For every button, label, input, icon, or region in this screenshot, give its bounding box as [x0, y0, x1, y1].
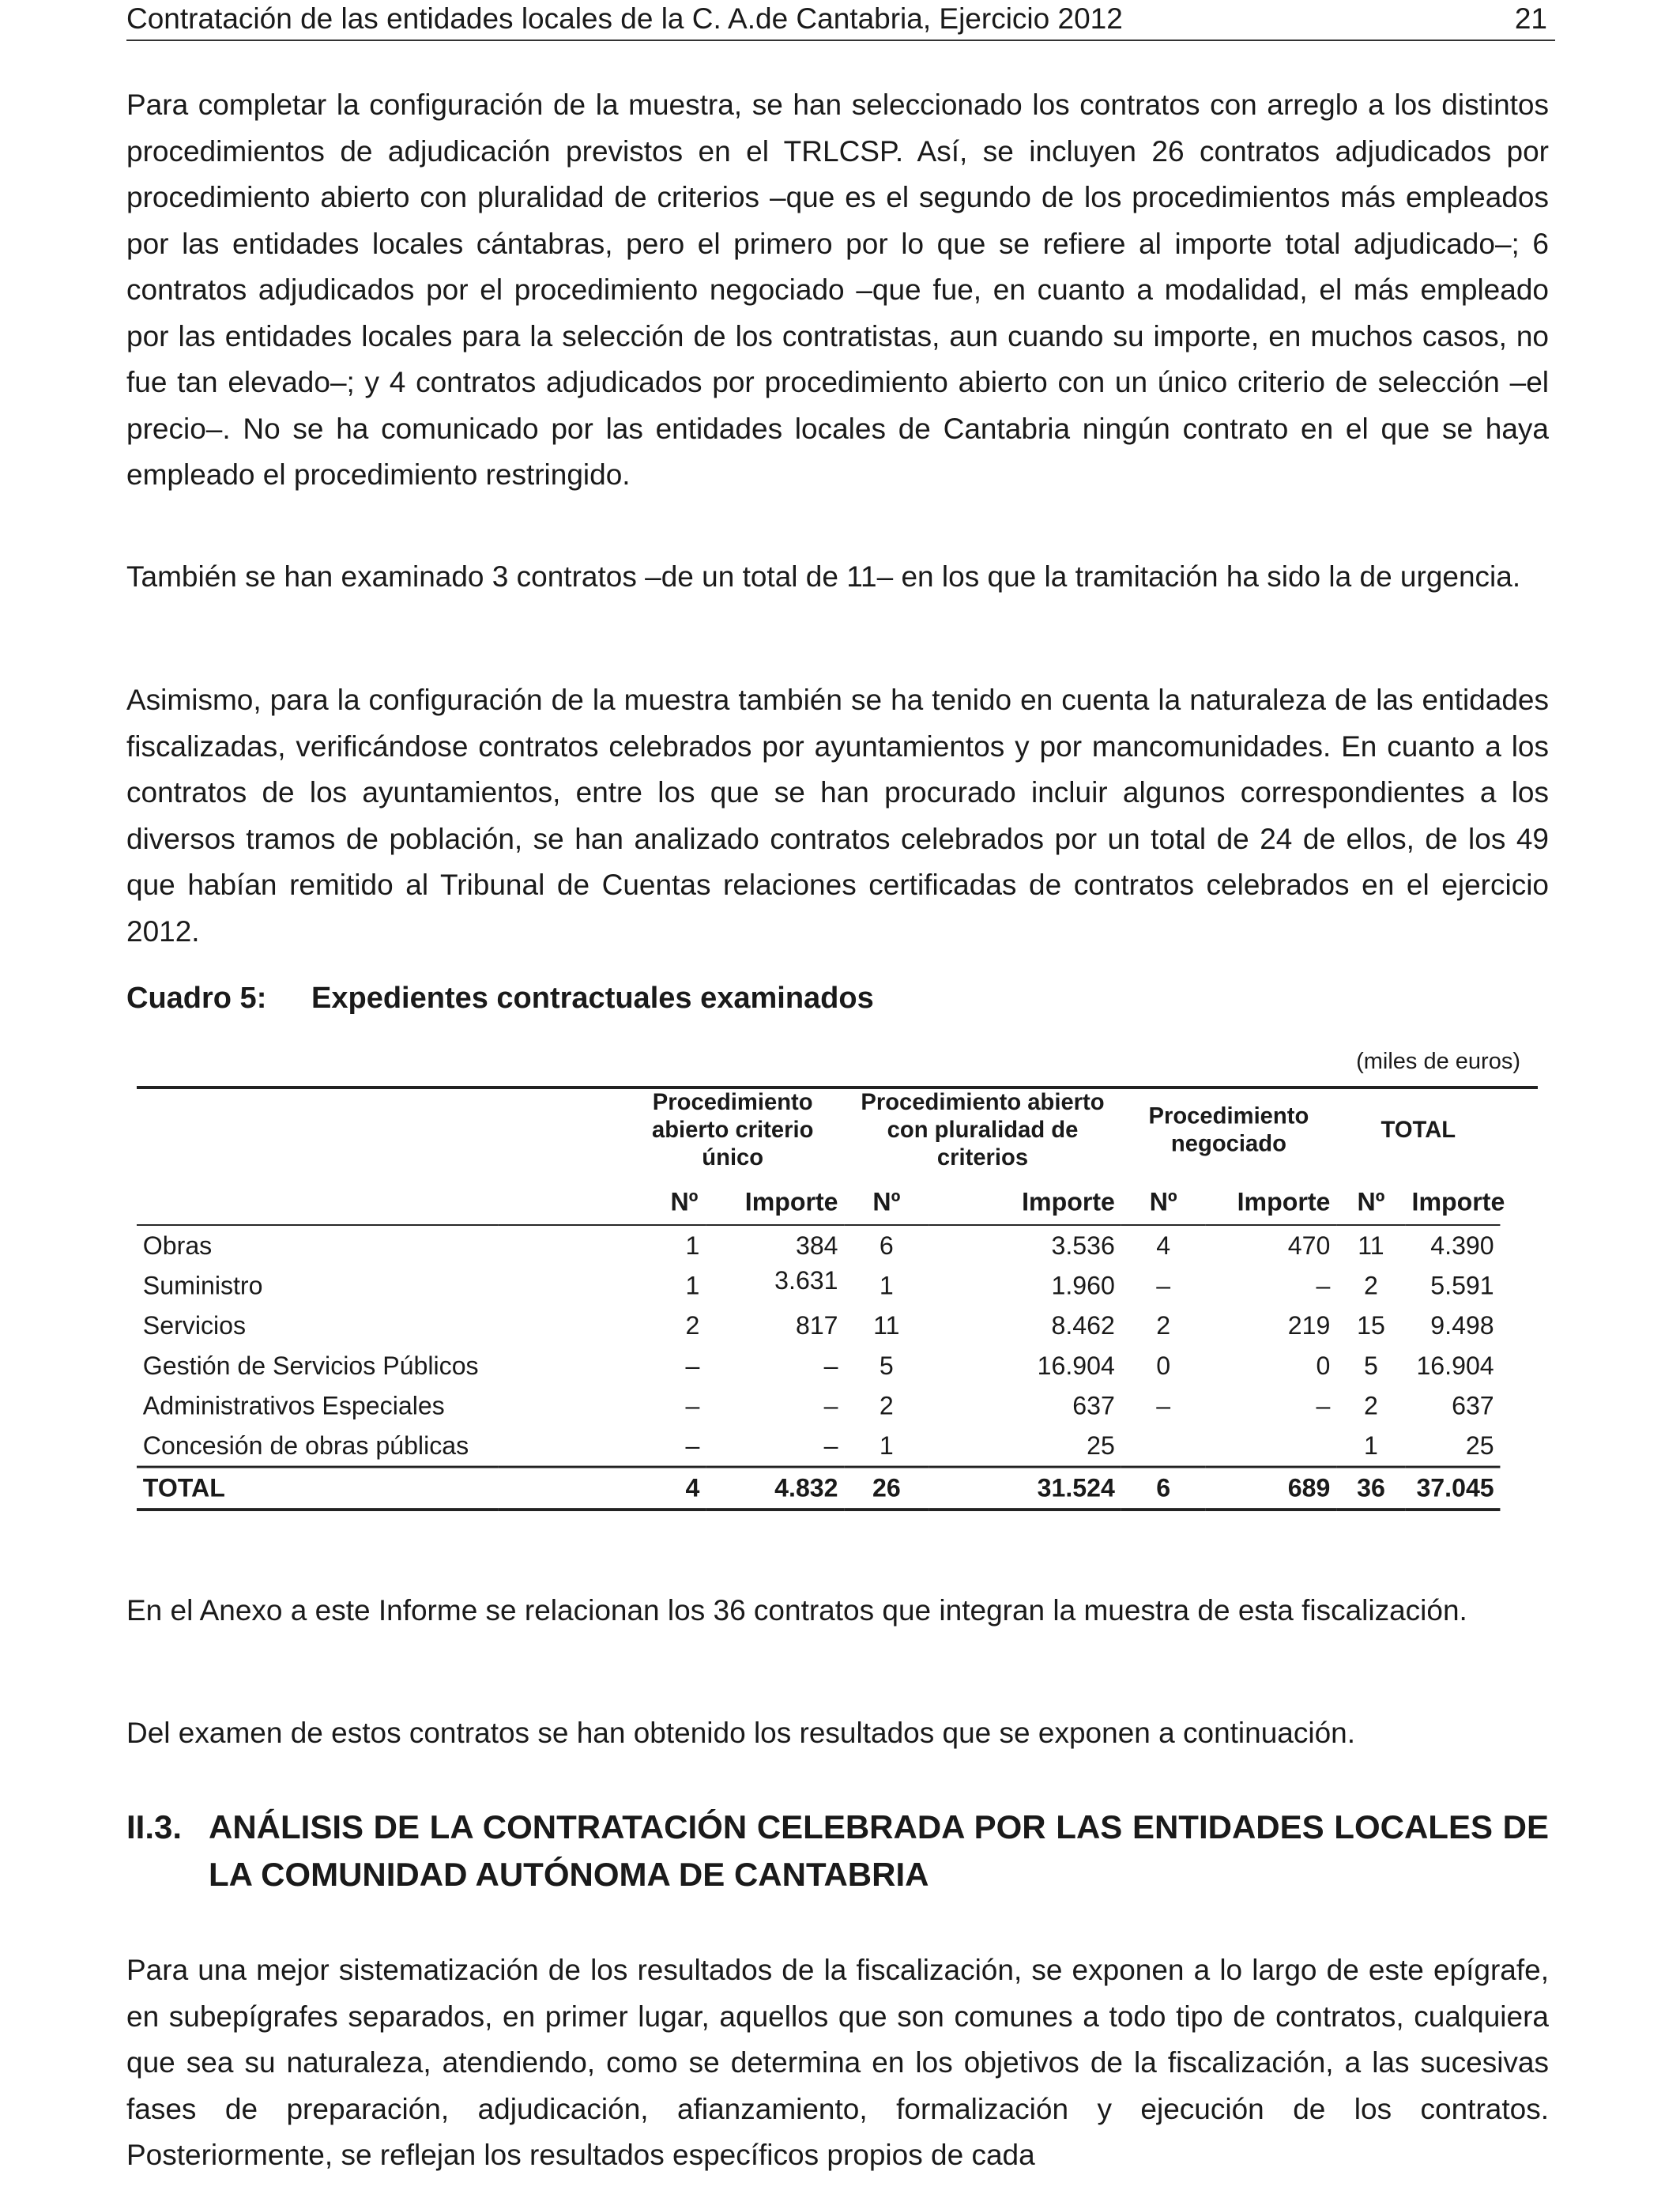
- table-row: [137, 1426, 1500, 1467]
- cell-importe: 8.462: [1051, 1310, 1115, 1340]
- cell-importe: –: [823, 1431, 838, 1460]
- total-n: 6: [1121, 1467, 1206, 1510]
- col-header-importe: Importe: [1406, 1180, 1501, 1225]
- cell-importe: 219: [1287, 1310, 1331, 1340]
- cell-importe: –: [823, 1351, 838, 1380]
- cell-importe: 16.904: [1037, 1351, 1115, 1380]
- row-label: Obras: [142, 1231, 213, 1260]
- col-header-n: Nº: [1121, 1180, 1206, 1225]
- paragraph-annex: En el Anexo a este Informe se relacionan los 36 contratos que integran la muestra de esta fiscalización.: [126, 1594, 1467, 1627]
- cell-importe: [1206, 1426, 1336, 1467]
- paragraph-sample-procedures: Para completar la configuración de la muestra, se han seleccionado los contratos con arreglo a los distintos procedimientos de adjudicación previstos en el TRLCSP. Así, se incluyen 26 contratos adjudicados por procedimiento abierto con pluralidad de criterios –que es el segundo de los procedimientos más empleados por las entidades locales cántabras, pero el primero por lo que se refiere al importe total adjudicado–; 6 contratos adjudicados por el procedimiento negociado –que fue, en cuanto a modalidad, el más empleado por las entidades locales para la selección de los contratistas, aun cuando su importe, en muchos casos, no fue tan elevado–; y 4 contratos adjudicados por procedimiento abierto con un único criterio de selección –el precio–. No se ha comunicado por las entidades locales de Cantabria ningún contrato en el que se haya empleado el procedimiento restringido.: [126, 89, 1549, 491]
- group-header-negociado: Procedimiento negociado: [1148, 1103, 1309, 1157]
- table-row: [137, 1306, 1500, 1346]
- cell-n: 1: [1364, 1431, 1378, 1460]
- table-row: [137, 1266, 1500, 1306]
- table-units: (miles de euros): [1356, 1049, 1520, 1074]
- total-importe: 689: [1206, 1467, 1336, 1510]
- cell-importe: 0: [1316, 1351, 1331, 1380]
- cell-n: 2: [685, 1310, 700, 1340]
- row-label: Suministro: [142, 1271, 263, 1300]
- total-label: TOTAL: [137, 1467, 498, 1510]
- cell-n: 1: [879, 1431, 894, 1460]
- page-header: [126, 0, 1555, 41]
- table-total-row: [137, 1467, 1500, 1510]
- cell-importe: 5.591: [1430, 1271, 1494, 1300]
- cell-importe: 3.536: [1051, 1231, 1115, 1260]
- page-number: 21: [1514, 2, 1547, 35]
- cell-importe: 3.631: [774, 1265, 838, 1295]
- cell-importe: 25: [1465, 1431, 1494, 1460]
- cell-importe: 4.390: [1430, 1231, 1494, 1260]
- table-row: [137, 1346, 1500, 1386]
- cell-n: 5: [879, 1351, 894, 1380]
- paragraph-entities: Asimismo, para la configuración de la muestra también se ha tenido en cuenta la naturaleza de las entidades fiscalizadas, verificándose contratos celebrados por ayuntamientos y por mancomunidades. En cuanto a los contratos de los ayuntamientos, entre los que se han procurado incluir algunos correspondientes a los diversos tramos de población, se han analizado contratos celebrados por un total de 24 de ellos, de los 49 que habían remitido al Tribunal de Cuentas relaciones certificadas de contratos celebrados en el ejercicio 2012.: [126, 684, 1549, 948]
- cell-n: 4: [1156, 1231, 1171, 1260]
- cell-n: 1: [685, 1231, 700, 1260]
- cell-n: 11: [1358, 1231, 1384, 1260]
- cell-n: 15: [1357, 1310, 1385, 1340]
- total-importe: 31.524: [929, 1467, 1121, 1510]
- cell-importe: 817: [795, 1310, 838, 1340]
- cell-n: –: [685, 1351, 700, 1380]
- col-header-n: Nº: [844, 1180, 929, 1225]
- cell-n: 5: [1364, 1351, 1378, 1380]
- table-row: [137, 1225, 1500, 1266]
- table-caption-number: Cuadro 5:: [126, 982, 267, 1015]
- cell-n: 2: [879, 1391, 894, 1420]
- cell-n: –: [685, 1391, 700, 1420]
- cell-n: 11: [873, 1310, 900, 1340]
- cell-importe: –: [823, 1391, 838, 1420]
- header-title: Contratación de las entidades locales de la C. A.de Cantabria, Ejercicio 2012: [126, 2, 1123, 35]
- cell-n: 2: [1364, 1271, 1378, 1300]
- col-header-importe: Importe: [706, 1180, 844, 1225]
- col-header-n: Nº: [498, 1180, 706, 1225]
- col-header-importe: Importe: [929, 1180, 1121, 1225]
- total-n: 26: [844, 1467, 929, 1510]
- contracts-table: [137, 1081, 1505, 1511]
- total-n: 4: [498, 1467, 706, 1510]
- paragraph-urgency: También se han examinado 3 contratos –de un total de 11– en los que la tramitación ha sido la de urgencia.: [126, 560, 1521, 593]
- table-caption-title: Expedientes contractuales examinados: [311, 982, 874, 1015]
- paragraph-results-intro: Del examen de estos contratos se han obtenido los resultados que se exponen a continuación.: [126, 1717, 1356, 1749]
- cell-n: –: [1156, 1271, 1171, 1300]
- total-n: 36: [1336, 1467, 1406, 1510]
- table-row: [137, 1385, 1500, 1426]
- cell-n: –: [685, 1431, 700, 1460]
- row-label: Gestión de Servicios Públicos: [142, 1351, 479, 1380]
- group-header-total: TOTAL: [1381, 1117, 1456, 1143]
- cell-n: 0: [1156, 1351, 1171, 1380]
- row-label: Concesión de obras públicas: [142, 1431, 469, 1460]
- paragraph-systematization: Para una mejor sistematización de los resultados de la fiscalización, se exponen a lo largo de este epígrafe, en subepígrafes separados, en primer lugar, aquellos que son comunes a todo tipo de contratos, cualquiera que sea su naturaleza, atendiendo, como se determina en los objetivos de la fiscalización, a las sucesivas fases de preparación, adjudicación, afianzamiento, formalización y ejecución de los contratos. Posteriormente, se reflejan los resultados específicos propios de cada: [126, 1954, 1549, 2171]
- cell-n: [1121, 1426, 1206, 1467]
- cell-importe: 1.960: [1051, 1271, 1115, 1300]
- row-label: Servicios: [142, 1310, 247, 1340]
- cell-importe: 16.904: [1416, 1351, 1494, 1380]
- row-label: Administrativos Especiales: [142, 1391, 445, 1420]
- cell-importe: 470: [1287, 1231, 1331, 1260]
- cell-n: 1: [879, 1271, 894, 1300]
- cell-n: 1: [685, 1271, 700, 1300]
- cell-n: –: [1156, 1391, 1171, 1420]
- total-importe: 4.832: [706, 1467, 844, 1510]
- cell-importe: 637: [1452, 1391, 1494, 1420]
- cell-n: 2: [1364, 1391, 1378, 1420]
- group-header-abierto-unico: Procedimiento abierto criterio único: [651, 1089, 814, 1171]
- section-number: II.3.: [126, 1808, 183, 1845]
- cell-n: 6: [879, 1231, 894, 1260]
- total-importe: 37.045: [1406, 1467, 1501, 1510]
- group-header-abierto-pluralidad: Procedimiento abierto con pluralidad de criterios: [861, 1089, 1105, 1171]
- cell-importe: 637: [1072, 1391, 1115, 1420]
- cell-n: 2: [1156, 1310, 1171, 1340]
- cell-importe: 384: [795, 1231, 838, 1260]
- cell-importe: 9.498: [1430, 1310, 1494, 1340]
- cell-importe: –: [1316, 1391, 1331, 1420]
- section-title: ANÁLISIS DE LA CONTRATACIÓN CELEBRADA POR LAS ENTIDADES LOCALES DE LA COMUNIDAD AUTÓNOMA DE CANTABRIA: [209, 1808, 1549, 1893]
- cell-importe: 25: [1087, 1431, 1115, 1460]
- col-header-importe: Importe: [1206, 1180, 1336, 1225]
- cell-importe: –: [1316, 1271, 1331, 1300]
- col-header-n: Nº: [1336, 1180, 1406, 1225]
